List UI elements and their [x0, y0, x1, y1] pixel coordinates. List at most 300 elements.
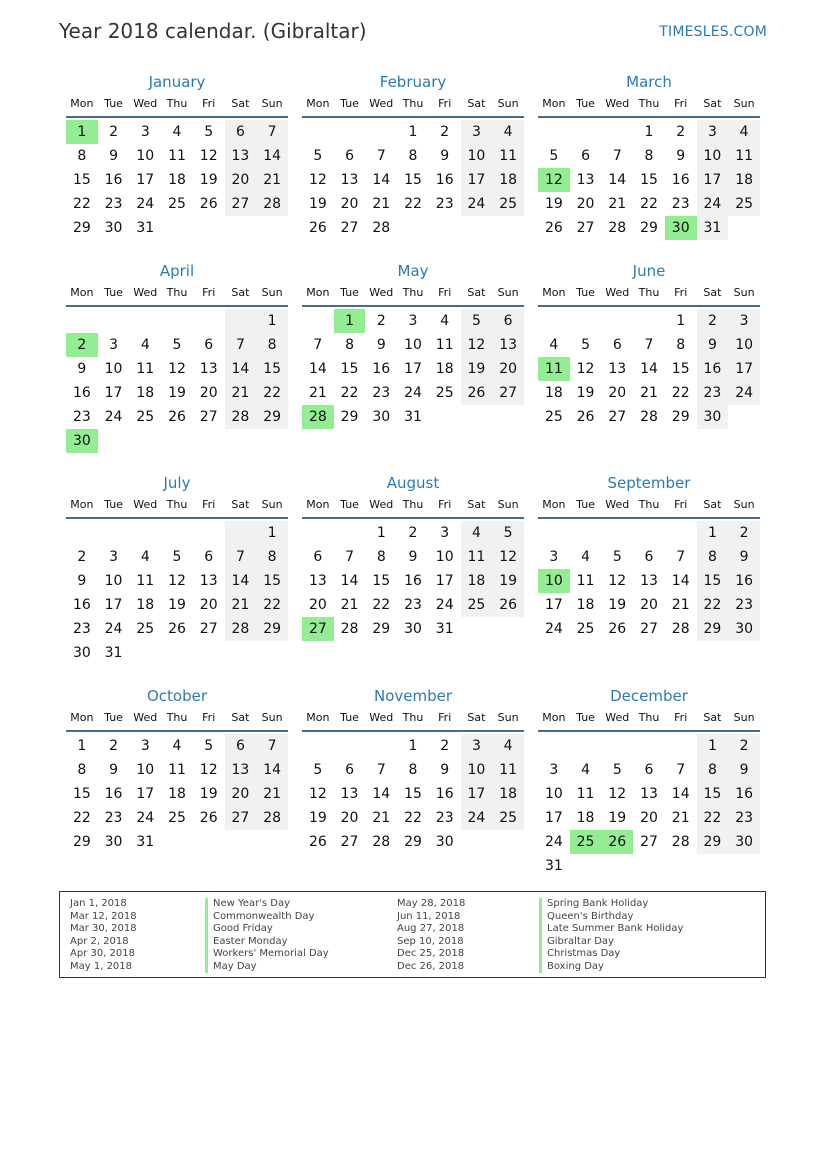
day-cell: 20: [492, 357, 524, 381]
day-cell: 17: [461, 168, 493, 192]
day-cell: 27: [640, 621, 658, 637]
day-cell: 18: [576, 810, 595, 826]
day-cell: 29: [372, 621, 391, 637]
day-cell: 25: [168, 196, 186, 212]
day-cell: 21: [256, 168, 288, 192]
empty-day-cell: [302, 734, 334, 758]
day-cell: 4: [172, 124, 182, 140]
day-cell: 17: [544, 810, 563, 826]
day-cell: 25: [544, 409, 563, 425]
day-grid: [538, 309, 760, 429]
weekday-label: Sun: [497, 498, 519, 511]
day-cell: 19: [308, 196, 327, 212]
day-cell: 5: [492, 521, 524, 545]
day-cell: 27: [225, 806, 257, 830]
holiday-day-cell: 30: [665, 216, 697, 240]
day-cell: 1: [256, 521, 288, 545]
day-cell: 4: [140, 337, 150, 353]
day-cell: 7: [612, 148, 622, 164]
weekday-label: Tue: [576, 97, 595, 110]
day-cell: 29: [640, 220, 658, 236]
weekday-label: Sun: [733, 711, 755, 724]
holiday-name: Good Friday: [205, 923, 329, 936]
empty-day-cell: [129, 309, 161, 333]
day-cell: 10: [136, 148, 155, 164]
day-cell: 2: [376, 313, 386, 329]
holiday-name: Spring Bank Holiday: [539, 898, 683, 911]
empty-day-cell: [538, 309, 570, 333]
day-cell: 23: [697, 381, 729, 405]
day-cell: 18: [544, 385, 563, 401]
day-cell: 5: [549, 148, 559, 164]
day-cell: 1: [77, 738, 87, 754]
day-cell: 7: [376, 762, 386, 778]
day-cell: 10: [697, 144, 729, 168]
day-cell: 14: [225, 357, 257, 381]
day-cell: 2: [728, 521, 760, 545]
holiday-name: Gibraltar Day: [539, 936, 683, 949]
month-august: [302, 472, 524, 641]
day-cell: 25: [168, 810, 186, 826]
day-cell: 29: [256, 405, 288, 429]
empty-day-cell: [302, 309, 334, 333]
weekday-label: Sat: [703, 711, 722, 724]
day-cell: 13: [199, 573, 218, 589]
month-june: [538, 260, 760, 429]
day-cell: 8: [77, 148, 87, 164]
day-cell: 29: [256, 617, 288, 641]
day-cell: 29: [697, 830, 729, 854]
weekday-label: Sun: [261, 498, 283, 511]
weekday-label: Fri: [438, 97, 452, 110]
weekday-label: Fri: [438, 711, 452, 724]
day-cell: 7: [345, 549, 355, 565]
day-cell: 11: [461, 545, 493, 569]
day-cell: 30: [435, 834, 454, 850]
day-cell: 6: [204, 549, 214, 565]
day-cell: 19: [168, 385, 186, 401]
holiday-date: Apr 30, 2018: [70, 948, 136, 959]
day-cell: 1: [256, 309, 288, 333]
empty-day-cell: [570, 521, 602, 545]
day-cell: 27: [340, 834, 359, 850]
day-cell: 31: [136, 220, 155, 236]
day-cell: 2: [109, 124, 119, 140]
day-cell: 13: [340, 786, 359, 802]
day-cell: 17: [136, 172, 155, 188]
day-cell: 31: [435, 621, 454, 637]
day-cell: 9: [440, 148, 450, 164]
day-cell: 25: [576, 621, 595, 637]
weekday-header: [66, 96, 288, 118]
day-cell: 3: [109, 549, 119, 565]
day-cell: 12: [199, 762, 218, 778]
weekday-header: [538, 96, 760, 118]
day-cell: 9: [77, 573, 87, 589]
month-title: July: [163, 474, 191, 492]
holiday-names-col-1: [205, 898, 329, 973]
holiday-date: May 28, 2018: [397, 898, 466, 909]
day-cell: 1: [697, 734, 729, 758]
day-cell: 11: [492, 758, 524, 782]
day-cell: 2: [109, 738, 119, 754]
weekday-label: Fri: [438, 286, 452, 299]
day-cell: 2: [408, 525, 418, 541]
day-cell: 20: [340, 810, 359, 826]
day-cell: 23: [671, 196, 690, 212]
day-cell: 19: [608, 597, 627, 613]
day-cell: 28: [608, 220, 627, 236]
empty-day-cell: [161, 309, 193, 333]
day-cell: 19: [308, 810, 327, 826]
day-cell: 12: [608, 573, 627, 589]
day-cell: 16: [104, 786, 123, 802]
weekday-label: Wed: [605, 498, 630, 511]
day-cell: 26: [199, 810, 218, 826]
day-cell: 10: [435, 549, 454, 565]
day-cell: 24: [544, 834, 563, 850]
month-title: September: [607, 474, 691, 492]
weekday-label: Sat: [703, 286, 722, 299]
day-cell: 30: [72, 645, 91, 661]
day-cell: 28: [671, 834, 690, 850]
day-cell: 28: [340, 621, 359, 637]
day-cell: 18: [492, 782, 524, 806]
day-cell: 18: [435, 361, 454, 377]
empty-day-cell: [193, 521, 225, 545]
weekday-label: Thu: [402, 711, 424, 724]
weekday-label: Mon: [542, 711, 566, 724]
weekday-label: Mon: [306, 97, 330, 110]
day-cell: 8: [256, 333, 288, 357]
empty-day-cell: [538, 734, 570, 758]
empty-day-cell: [570, 309, 602, 333]
day-cell: 10: [404, 337, 422, 353]
empty-day-cell: [538, 120, 570, 144]
weekday-header: [66, 497, 288, 519]
day-cell: 2: [728, 734, 760, 758]
day-cell: 14: [372, 172, 391, 188]
weekday-label: Wed: [133, 498, 158, 511]
day-cell: 16: [728, 782, 760, 806]
empty-day-cell: [601, 309, 633, 333]
day-grid: [66, 734, 288, 854]
day-cell: 15: [372, 573, 391, 589]
day-cell: 14: [671, 573, 690, 589]
day-cell: 20: [340, 196, 359, 212]
month-october: [66, 685, 288, 854]
day-cell: 5: [612, 549, 622, 565]
empty-day-cell: [302, 521, 334, 545]
day-cell: 7: [256, 734, 288, 758]
day-cell: 31: [404, 409, 422, 425]
day-cell: 29: [72, 834, 91, 850]
day-cell: 5: [461, 309, 493, 333]
day-cell: 13: [492, 333, 524, 357]
day-cell: 25: [435, 385, 454, 401]
day-cell: 22: [697, 593, 729, 617]
holiday-day-cell: 26: [601, 830, 633, 854]
day-cell: 30: [372, 409, 391, 425]
weekday-label: Thu: [166, 286, 188, 299]
month-may: [302, 260, 524, 429]
day-cell: 28: [256, 192, 288, 216]
day-cell: 22: [640, 196, 658, 212]
day-cell: 21: [372, 810, 391, 826]
day-cell: 3: [549, 549, 559, 565]
day-cell: 26: [308, 220, 327, 236]
empty-day-cell: [225, 309, 257, 333]
weekday-label: Sun: [733, 97, 755, 110]
weekday-label: Sun: [261, 286, 283, 299]
holiday-dates-col-2: [397, 898, 465, 973]
weekday-label: Wed: [369, 498, 394, 511]
day-cell: 2: [440, 124, 450, 140]
day-cell: 27: [576, 220, 595, 236]
day-cell: 15: [404, 172, 422, 188]
day-cell: 11: [492, 144, 524, 168]
day-cell: 26: [168, 409, 186, 425]
month-title: June: [632, 262, 666, 280]
holiday-day-cell: 1: [334, 309, 366, 333]
holiday-date: Mar 12, 2018: [70, 910, 137, 922]
day-cell: 29: [404, 834, 422, 850]
day-cell: 22: [697, 806, 729, 830]
day-cell: 18: [168, 786, 186, 802]
day-cell: 26: [576, 409, 595, 425]
holiday-date: Mar 30, 2018: [70, 923, 137, 934]
day-cell: 25: [492, 806, 524, 830]
day-cell: 14: [340, 573, 359, 589]
weekday-label: Tue: [104, 97, 123, 110]
day-cell: 16: [72, 385, 91, 401]
day-cell: 26: [608, 621, 627, 637]
day-cell: 5: [313, 762, 323, 778]
day-cell: 20: [199, 597, 218, 613]
day-cell: 12: [461, 333, 493, 357]
day-cell: 28: [372, 220, 391, 236]
day-cell: 21: [372, 196, 391, 212]
day-cell: 24: [697, 192, 729, 216]
holiday-name: Late Summer Bank Holiday: [539, 923, 683, 936]
day-cell: 20: [576, 196, 595, 212]
weekday-header: [302, 285, 524, 307]
day-cell: 10: [104, 573, 123, 589]
day-grid: [538, 734, 760, 878]
day-cell: 25: [492, 192, 524, 216]
day-cell: 18: [461, 569, 493, 593]
day-cell: 5: [172, 549, 182, 565]
day-cell: 1: [676, 313, 686, 329]
day-cell: 16: [671, 172, 690, 188]
day-cell: 30: [104, 834, 123, 850]
day-cell: 5: [581, 337, 591, 353]
empty-day-cell: [665, 521, 697, 545]
day-cell: 16: [435, 786, 454, 802]
day-cell: 1: [408, 124, 418, 140]
day-grid: [66, 309, 288, 453]
day-cell: 23: [72, 621, 91, 637]
day-cell: 17: [136, 786, 155, 802]
day-cell: 14: [256, 144, 288, 168]
day-cell: 4: [172, 738, 182, 754]
weekday-label: Mon: [70, 498, 94, 511]
day-cell: 23: [404, 597, 422, 613]
month-january: [66, 71, 288, 240]
day-cell: 9: [77, 361, 87, 377]
day-cell: 10: [728, 333, 760, 357]
weekday-label: Fri: [202, 498, 216, 511]
weekday-label: Thu: [402, 498, 424, 511]
day-cell: 16: [372, 361, 391, 377]
day-cell: 5: [204, 738, 214, 754]
day-cell: 24: [544, 621, 563, 637]
day-cell: 4: [581, 549, 591, 565]
month-april: [66, 260, 288, 453]
day-cell: 15: [256, 569, 288, 593]
holiday-date: Dec 26, 2018: [397, 960, 465, 972]
month-title: August: [386, 474, 440, 492]
day-cell: 22: [404, 196, 422, 212]
day-cell: 29: [72, 220, 91, 236]
day-cell: 21: [671, 810, 690, 826]
day-cell: 12: [308, 786, 327, 802]
day-cell: 26: [461, 381, 493, 405]
holiday-day-cell: 27: [302, 617, 334, 641]
day-cell: 13: [608, 361, 627, 377]
weekday-label: Thu: [402, 286, 424, 299]
month-february: [302, 71, 524, 240]
day-cell: 28: [225, 617, 257, 641]
day-cell: 23: [372, 385, 391, 401]
weekday-label: Fri: [674, 286, 688, 299]
holiday-names-col-2: [539, 898, 683, 973]
weekday-label: Sat: [467, 711, 486, 724]
day-cell: 20: [225, 168, 257, 192]
weekday-header: [538, 710, 760, 732]
month-december: [538, 685, 760, 878]
day-cell: 2: [77, 549, 87, 565]
empty-day-cell: [98, 309, 130, 333]
day-cell: 6: [612, 337, 622, 353]
day-cell: 6: [345, 762, 355, 778]
month-title: February: [379, 73, 447, 91]
day-cell: 21: [225, 381, 257, 405]
weekday-label: Thu: [166, 97, 188, 110]
weekday-label: Sat: [231, 498, 250, 511]
day-cell: 11: [168, 762, 186, 778]
day-cell: 23: [104, 196, 123, 212]
weekday-header: [66, 710, 288, 732]
day-cell: 1: [644, 124, 654, 140]
day-cell: 9: [728, 545, 760, 569]
day-cell: 25: [136, 621, 155, 637]
day-cell: 25: [136, 409, 155, 425]
day-cell: 3: [109, 337, 119, 353]
empty-day-cell: [633, 521, 665, 545]
day-cell: 8: [408, 148, 418, 164]
day-cell: 13: [225, 144, 257, 168]
day-cell: 13: [640, 573, 658, 589]
holiday-name: New Year's Day: [205, 898, 329, 911]
day-cell: 16: [697, 357, 729, 381]
day-cell: 30: [728, 617, 760, 641]
holiday-day-cell: 1: [66, 120, 98, 144]
holiday-name: Easter Monday: [205, 936, 329, 949]
holiday-day-cell: 2: [66, 333, 98, 357]
holiday-date: Aug 27, 2018: [397, 923, 465, 934]
holiday-name: Christmas Day: [539, 948, 683, 961]
day-cell: 18: [136, 597, 155, 613]
empty-day-cell: [570, 120, 602, 144]
holiday-name: Commonwealth Day: [205, 911, 329, 924]
day-cell: 19: [492, 569, 524, 593]
day-cell: 24: [404, 385, 422, 401]
day-grid: [302, 309, 524, 429]
empty-day-cell: [601, 120, 633, 144]
site-link[interactable]: TIMESLES.COM: [659, 24, 767, 40]
day-cell: 8: [376, 549, 386, 565]
day-cell: 18: [576, 597, 595, 613]
day-cell: 24: [104, 621, 123, 637]
weekday-label: Mon: [542, 498, 566, 511]
empty-day-cell: [365, 120, 397, 144]
weekday-label: Sat: [467, 286, 486, 299]
weekday-label: Sat: [467, 498, 486, 511]
day-cell: 23: [728, 593, 760, 617]
day-cell: 12: [308, 172, 327, 188]
day-cell: 19: [576, 385, 595, 401]
day-cell: 29: [340, 409, 359, 425]
day-cell: 17: [697, 168, 729, 192]
day-cell: 27: [492, 381, 524, 405]
day-cell: 21: [608, 196, 627, 212]
weekday-header: [302, 497, 524, 519]
weekday-label: Mon: [306, 286, 330, 299]
day-cell: 10: [104, 361, 123, 377]
day-cell: 17: [404, 361, 422, 377]
empty-day-cell: [225, 521, 257, 545]
day-cell: 8: [256, 545, 288, 569]
day-cell: 19: [168, 597, 186, 613]
day-cell: 9: [109, 762, 119, 778]
weekday-label: Mon: [70, 711, 94, 724]
empty-day-cell: [665, 734, 697, 758]
day-cell: 25: [728, 192, 760, 216]
empty-day-cell: [334, 120, 366, 144]
day-cell: 3: [697, 120, 729, 144]
day-cell: 14: [225, 569, 257, 593]
day-cell: 19: [544, 196, 563, 212]
day-cell: 7: [256, 120, 288, 144]
day-cell: 11: [576, 573, 595, 589]
day-cell: 5: [313, 148, 323, 164]
weekday-label: Sun: [261, 97, 283, 110]
weekday-label: Fri: [202, 711, 216, 724]
day-cell: 17: [104, 597, 123, 613]
day-cell: 2: [440, 738, 450, 754]
day-cell: 5: [204, 124, 214, 140]
weekday-label: Sun: [261, 711, 283, 724]
month-july: [66, 472, 288, 665]
empty-day-cell: [129, 521, 161, 545]
day-cell: 4: [581, 762, 591, 778]
day-cell: 6: [225, 734, 257, 758]
weekday-label: Sat: [231, 97, 250, 110]
day-cell: 21: [640, 385, 658, 401]
empty-day-cell: [334, 521, 366, 545]
weekday-label: Thu: [638, 711, 660, 724]
